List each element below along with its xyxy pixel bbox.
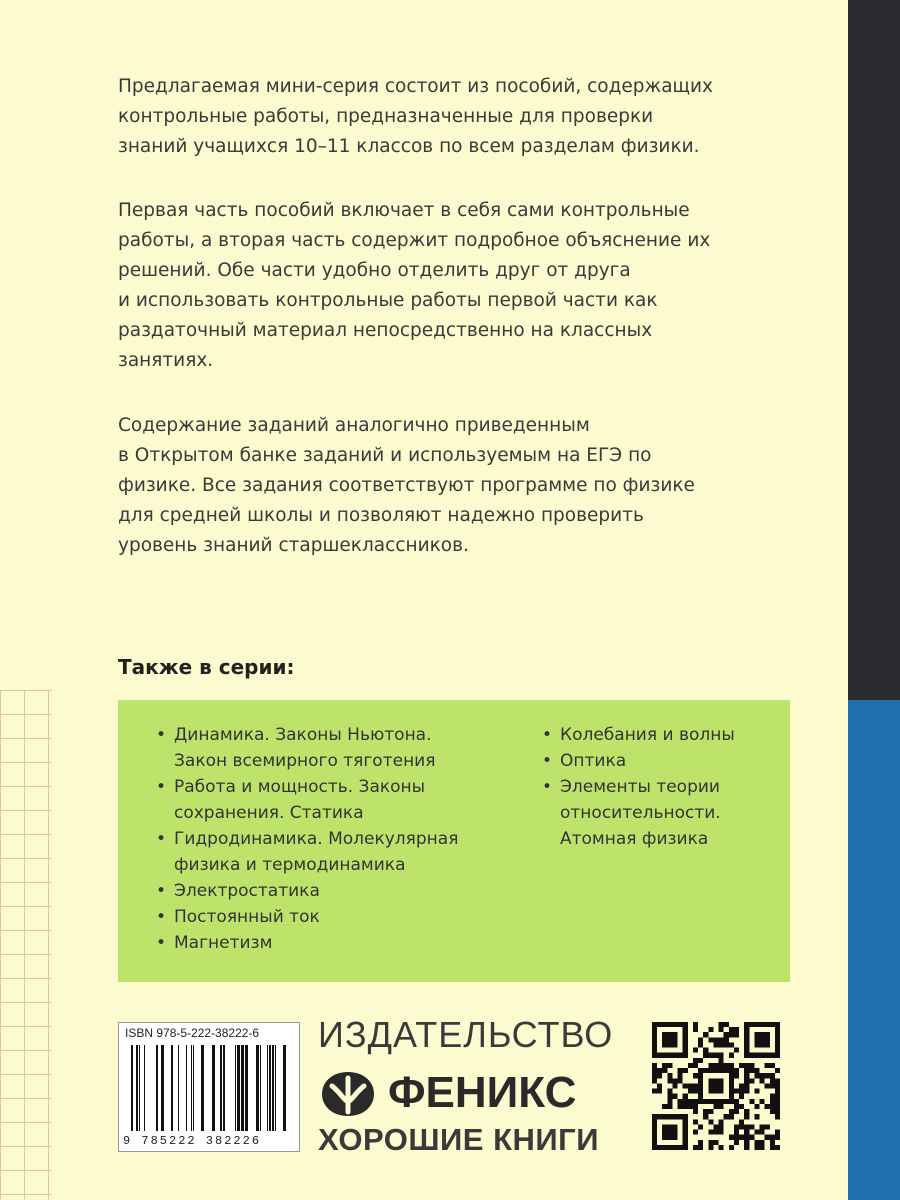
qr-module [744,1083,749,1088]
qr-module [713,1053,718,1058]
qr-module [770,1083,775,1088]
qr-module [754,1140,759,1145]
qr-module [744,1073,749,1078]
qr-module [662,1063,667,1068]
qr-module [719,1124,724,1129]
barcode-bar [269,1045,271,1131]
qr-module [739,1094,744,1099]
qr-module [744,1078,749,1083]
qr-module [734,1027,739,1032]
qr-module [739,1119,744,1124]
qr-module [770,1104,775,1109]
qr-module [739,1124,744,1129]
qr-module [708,1027,713,1032]
qr-module [734,1073,739,1078]
qr-module [760,1073,765,1078]
barcode-bar [191,1045,192,1131]
barcode-digits: 9 785222 382226 [123,1134,262,1148]
qr-module [698,1037,703,1042]
qr-module [749,1135,754,1140]
list-item: • Колебания и волны [542,725,735,745]
barcode-bar [223,1045,225,1131]
qr-module [693,1099,698,1104]
qr-module [703,1109,708,1114]
qr-module [652,1068,657,1073]
qr-module [703,1053,708,1058]
qr-module [693,1063,698,1068]
qr-module [770,1099,775,1104]
qr-module [770,1145,775,1150]
intro-paragraph-1: Предлагаемая мини-серия состоит из пособий, содержащих контрольные работы, предназначенные для проверки знаний учащихся 10–11 классов по всем разделам физики. [118,76,713,157]
qr-module [683,1099,688,1104]
qr-module [739,1135,744,1140]
qr-module [688,1099,693,1104]
qr-module [734,1135,739,1140]
qr-module [657,1083,662,1088]
qr-module [734,1089,739,1094]
qr-module [693,1073,698,1078]
qr-module [719,1042,724,1047]
qr-module [739,1089,744,1094]
qr-module [760,1130,765,1135]
qr-module [775,1130,780,1135]
qr-module [693,1048,698,1053]
qr-module [667,1063,672,1068]
qr-module [693,1058,698,1063]
qr-module [734,1109,739,1114]
qr-module [708,1130,713,1135]
qr-module [770,1109,775,1114]
qr-module [749,1078,754,1083]
qr-module [775,1089,780,1094]
barcode-bar [241,1045,244,1131]
grid-paper-edge [0,690,52,1200]
barcode-bar [267,1045,268,1131]
barcode-bar [136,1045,138,1131]
barcode-bar [283,1045,286,1131]
qr-module [672,1083,677,1088]
qr-module [667,1078,672,1083]
qr-module [760,1145,765,1150]
qr-module [688,1063,693,1068]
barcode-bar [178,1045,179,1131]
list-item: • Элементы теории относительности. Атомная физика [542,777,721,849]
qr-module [724,1032,729,1037]
qr-module [652,1078,657,1083]
qr-module [678,1073,683,1078]
qr-module [708,1145,713,1150]
barcode-bar [275,1045,276,1131]
qr-module [775,1109,780,1114]
qr-module [713,1037,718,1042]
barcode [118,1022,300,1152]
qr-module [693,1083,698,1088]
qr-module [698,1124,703,1129]
qr-module [754,1089,759,1094]
qr-module [765,1083,770,1088]
qr-module [688,1089,693,1094]
barcode-bar [156,1045,158,1131]
qr-module [703,1032,708,1037]
qr-module [724,1037,729,1042]
qr-module [652,1089,657,1094]
qr-module [693,1130,698,1135]
list-item: • Постоянный ток [156,907,320,927]
qr-module [744,1130,749,1135]
qr-module [729,1109,734,1114]
qr-module [657,1073,662,1078]
barcode-bar [272,1045,274,1131]
intro-paragraph-2: Первая часть пособий включает в себя сами контрольные работы, а вторая часть содержит подробное объяснение их решений. Обе части удобно отделить друг от друга и использовать контрольные работы первой части как раздаточный материал непосредственно на классных занятиях. [118,200,711,371]
qr-module [678,1099,683,1104]
qr-module [744,1109,749,1114]
qr-module [713,1140,718,1145]
qr-module [693,1145,698,1150]
qr-module [724,1114,729,1119]
qr-module [744,1145,749,1150]
qr-module [708,1119,713,1124]
qr-module [708,1063,713,1068]
qr-module [754,1130,759,1135]
qr-module [744,1135,749,1140]
qr-module [744,1089,749,1094]
qr-module [765,1124,770,1129]
qr-module [770,1063,775,1068]
qr-code-icon [652,1022,780,1150]
qr-module [765,1135,770,1140]
qr-module [749,1124,754,1129]
qr-module [770,1140,775,1145]
barcode-bar [256,1045,259,1131]
qr-module [754,1073,759,1078]
qr-module [724,1042,729,1047]
qr-module [693,1022,698,1027]
barcode-bar [139,1045,140,1131]
qr-module [729,1032,734,1037]
qr-module [652,1073,657,1078]
qr-module [713,1104,718,1109]
barcode-bar [260,1045,261,1131]
qr-module [662,1032,677,1047]
qr-module [734,1140,739,1145]
qr-module [667,1094,672,1099]
qr-module [719,1027,724,1032]
qr-module [708,1109,713,1114]
publisher-name: ФЕНИКС [388,1068,577,1117]
qr-module [754,1032,769,1047]
qr-module [775,1078,780,1083]
qr-module [760,1124,765,1129]
qr-module [667,1099,672,1104]
qr-module [754,1145,759,1150]
qr-module [749,1068,754,1073]
qr-module [719,1104,724,1109]
qr-module [729,1063,734,1068]
barcode-bar [237,1045,240,1131]
barcode-bar [131,1045,133,1131]
qr-module [719,1058,724,1063]
qr-module [734,1032,739,1037]
qr-module [652,1063,657,1068]
qr-module [698,1042,703,1047]
qr-module [775,1145,780,1150]
list-item: • Работа и мощность. Законы сохранения. Статика [156,777,426,823]
qr-module [724,1022,729,1027]
list-item: • Динамика. Законы Ньютона. Закон всемирного тяготения [156,725,436,771]
qr-module [765,1063,770,1068]
qr-module [744,1063,749,1068]
qr-module [713,1063,718,1068]
qr-module [770,1135,775,1140]
qr-module [744,1124,749,1129]
qr-module [775,1068,780,1073]
qr-module [754,1068,759,1073]
qr-module [713,1124,718,1129]
qr-module [662,1104,667,1109]
qr-module [672,1078,677,1083]
qr-module [754,1114,759,1119]
qr-module [703,1114,708,1119]
qr-module [775,1104,780,1109]
qr-module [729,1042,734,1047]
qr-module [708,1078,723,1093]
qr-module [693,1027,698,1032]
qr-module [657,1089,662,1094]
barcode-bar [186,1045,187,1131]
qr-module [724,1063,729,1068]
qr-module [667,1089,672,1094]
qr-module [739,1104,744,1109]
qr-module [719,1063,724,1068]
qr-module [729,1114,734,1119]
qr-module [688,1104,693,1109]
qr-module [744,1068,749,1073]
qr-module [698,1140,703,1145]
qr-module [719,1119,724,1124]
qr-module [765,1104,770,1109]
barcode-bar [144,1045,145,1131]
barcode-bars [129,1045,289,1131]
qr-module [708,1053,713,1058]
list-item: • Оптика [542,751,627,771]
series-box [118,700,790,982]
qr-module [770,1078,775,1083]
barcode-bar [201,1045,204,1131]
qr-module [775,1114,780,1119]
qr-module [713,1130,718,1135]
barcode-bar [235,1045,236,1131]
qr-module [744,1114,749,1119]
phoenix-logo-icon [318,1068,378,1120]
qr-module [708,1037,713,1042]
list-item: • Магнетизм [156,933,273,953]
qr-module [765,1073,770,1078]
publisher-slogan: ХОРОШИЕ КНИГИ [318,1122,600,1157]
qr-module [760,1099,765,1104]
qr-module [683,1068,688,1073]
barcode-bar [212,1045,215,1131]
spine-blue-band [848,700,900,1200]
qr-module [734,1048,739,1053]
qr-module [672,1094,677,1099]
qr-module [760,1140,765,1145]
qr-module [713,1042,718,1047]
qr-module [749,1063,754,1068]
qr-module [693,1104,698,1109]
qr-module [734,1099,739,1104]
qr-module [662,1068,667,1073]
qr-module [760,1078,765,1083]
qr-module [683,1094,688,1099]
qr-module [719,1145,724,1150]
qr-module [688,1083,693,1088]
qr-module [729,1135,734,1140]
qr-module [693,1089,698,1094]
qr-module [683,1104,688,1109]
list-item: • Гидродинамика. Молекулярная физика и термодинамика [156,829,459,875]
qr-module [719,1037,724,1042]
qr-module [729,1027,734,1032]
qr-module [667,1104,672,1109]
qr-module [775,1083,780,1088]
qr-module [734,1104,739,1109]
intro-paragraph-3: Содержание заданий аналогично приведенным в Открытом банке заданий и используемым на ЕГЭ по физике. Все задания соответствуют программе по физике для средней школы и позволяют надежно проверить уровень знаний старшеклассников. [118,415,695,556]
qr-module [749,1099,754,1104]
qr-module [698,1145,703,1150]
qr-module [678,1104,683,1109]
barcode-bar [161,1045,164,1131]
series-list-left [152,722,512,956]
barcode-bar [245,1045,248,1131]
qr-module [734,1130,739,1135]
barcode-bar [171,1045,173,1131]
publisher-title: ИЗДАТЕЛЬСТВО [318,1014,614,1055]
qr-module [734,1068,739,1073]
qr-module [678,1078,683,1083]
qr-module [657,1068,662,1073]
qr-module [693,1109,698,1114]
qr-module [754,1104,759,1109]
qr-module [719,1130,724,1135]
qr-module [662,1124,677,1139]
qr-module [775,1094,780,1099]
series-list-right [538,722,778,852]
list-item: • Электростатика [156,881,320,901]
qr-module [708,1140,713,1145]
qr-module [683,1083,688,1088]
qr-module [770,1094,775,1099]
qr-module [729,1053,734,1058]
qr-module [719,1022,724,1027]
qr-module [770,1073,775,1078]
barcode-bar [220,1045,222,1131]
barcode-bar [193,1045,194,1131]
qr-module [667,1073,672,1078]
qr-module [744,1140,749,1145]
qr-module [719,1053,724,1058]
qr-module [693,1119,698,1124]
qr-module [703,1048,708,1053]
qr-module [775,1135,780,1140]
qr-module [775,1099,780,1104]
qr-module [678,1068,683,1073]
qr-module [734,1124,739,1129]
isbn-text: ISBN 978-5-222-38222-6 [125,1026,260,1040]
qr-module [739,1063,744,1068]
qr-module [698,1058,703,1063]
series-heading: Также в серии: [118,655,295,679]
qr-module [739,1083,744,1088]
qr-module [729,1145,734,1150]
